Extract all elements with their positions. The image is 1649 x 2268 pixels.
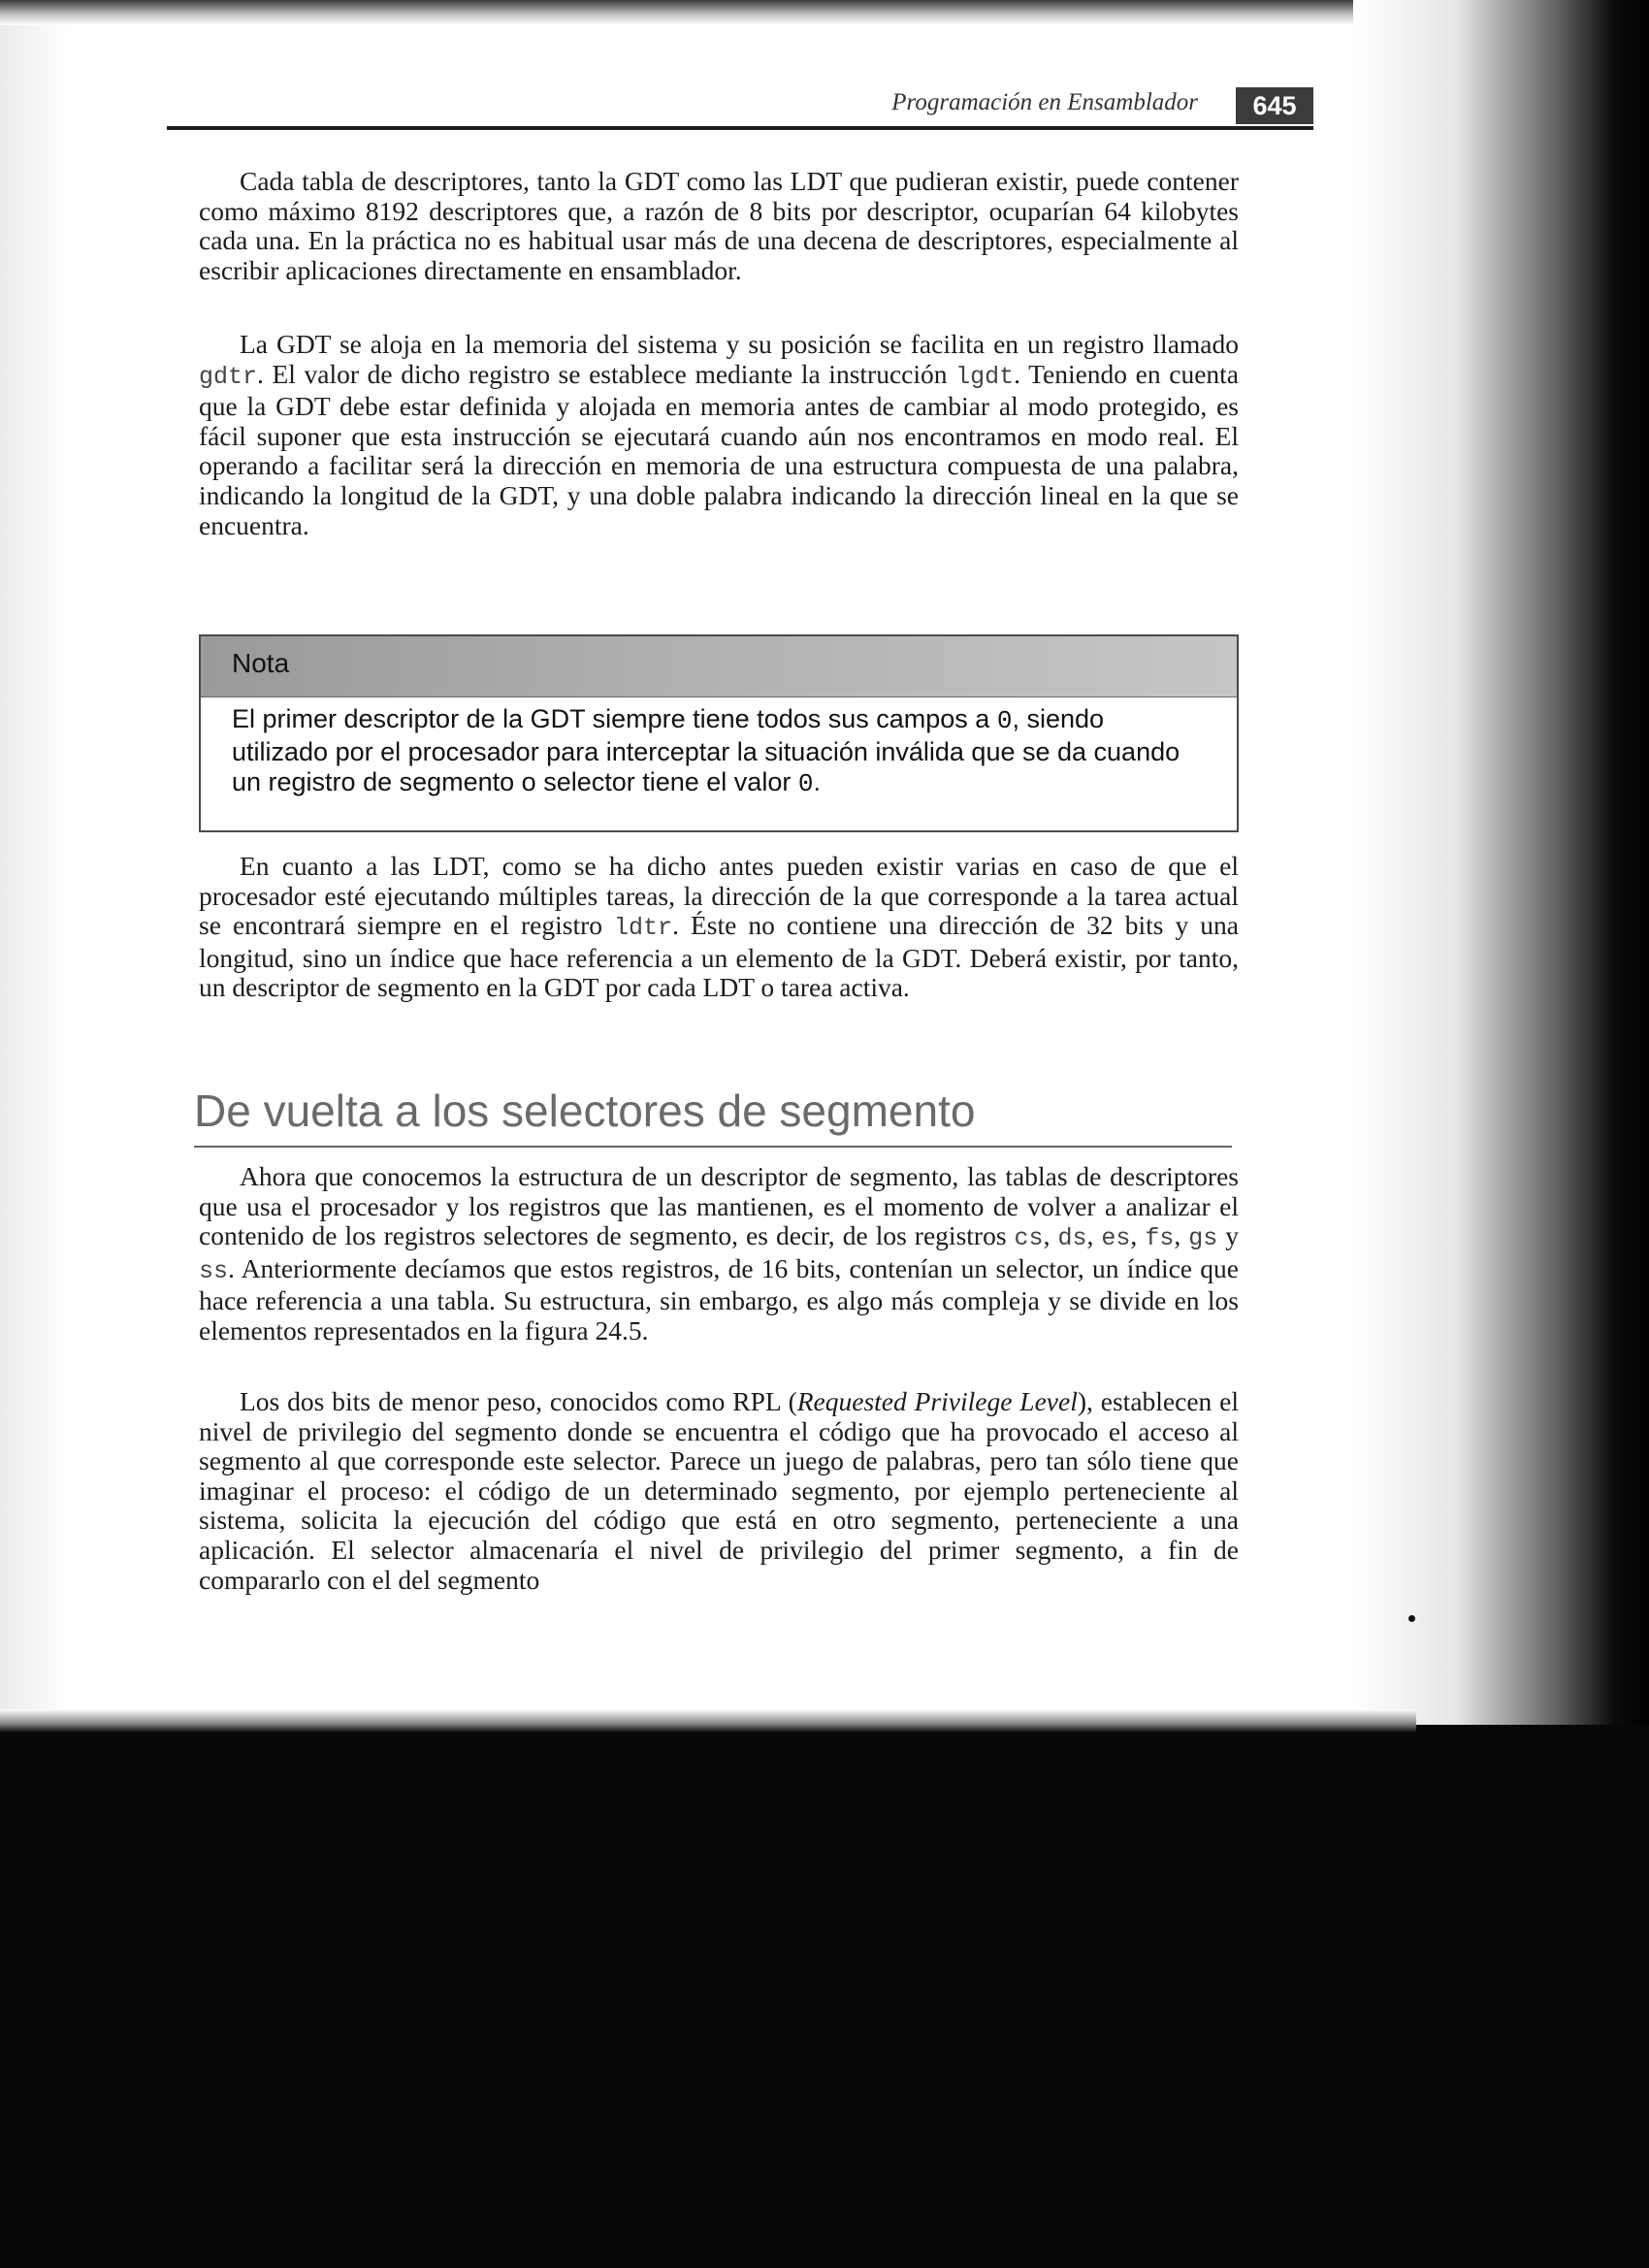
note-box: [199, 634, 1239, 832]
code-es: es: [1101, 1224, 1131, 1253]
code-gdtr: gdtr: [199, 362, 258, 391]
text-segment: . El valor de dicho registro se establece mediante la instrucción: [257, 358, 956, 389]
code-gs: gs: [1188, 1224, 1218, 1253]
scan-left-edge: [0, 0, 68, 1736]
text-segment: Ahora que conocemos la estructura de un descriptor de segmento, las tablas de descriptores que usa el procesador y los registros que las mantienen, es el momento de volver a analizar el contenido de los registros selectores de segmento, es decir, de los registros: [199, 1161, 1239, 1251]
scan-background: [0, 1725, 1649, 2268]
note-text: [232, 704, 1207, 800]
note-header: [201, 636, 1237, 697]
text-segment: ), establecen el nivel de privilegio del segmento donde se encuentra el código que ha provocado el acceso al segmento al que corresponde este selector. Parece un juego de palabras, pero tan sólo tiene que imaginar el proceso: el código de un determinado segmento, por ejemplo perteneciente al sistema, solicita la ejecución del código que está en otro segmento, perteneciente a una aplicación. El selector almacenaría el nivel de privilegio del primer segmento, a fin de compararlo con el del segmento: [199, 1386, 1240, 1595]
code-zero: 0: [996, 706, 1013, 735]
code-ss: ss: [199, 1256, 229, 1285]
running-head: Programación en Ensamblador: [891, 89, 1198, 115]
text-segment: ,: [1174, 1220, 1189, 1251]
scan-speck: [1408, 1615, 1415, 1622]
code-ldtr: ldtr: [614, 914, 673, 943]
text-segment: . Anteriormente decíamos que estos registros, de 16 bits, contenían un selector, un índice que hace referencia a una tabla. Su estructura, sin embargo, es algo más compleja y se divide en los elementos representados en la figura 24.5.: [199, 1252, 1239, 1345]
text-segment: Los dos bits de menor peso, conocidos como RPL (: [240, 1386, 797, 1416]
text-segment: , siendo utilizado por el procesador para interceptar la situación inválida que se da cuando un registro de segmento o selector tiene el valor: [232, 704, 1180, 796]
text-segment: y: [1217, 1220, 1240, 1251]
text-segment: .: [813, 767, 821, 796]
section-heading: De vuelta a los selectores de segmento: [194, 1085, 976, 1136]
text-segment: La GDT se aloja en la memoria del sistema y su posición se facilita en un registro llamado: [240, 329, 1239, 359]
section-rule: [194, 1146, 1232, 1148]
paragraph-rpl: [199, 1387, 1239, 1595]
text-segment: ,: [1130, 1220, 1146, 1251]
text-segment: El primer descriptor de la GDT siempre tiene todos sus campos a: [232, 704, 997, 733]
paragraph-descriptor-tables: Cada tabla de descriptores, tanto la GDT como las LDT que pudieran existir, puede contener como máximo 8192 descriptores que, a razón de 8 bits por descriptor, ocuparían 64 kilobytes cada una. En la práctica no es habitual usar más de una decena de descriptores, especialmente al escribir aplicaciones directamente en ensamblador.: [199, 166, 1239, 285]
text-segment: En cuanto a las LDT, como se ha dicho antes pueden existir varias en caso de que el procesador esté ejecutando múltiples tareas, la dirección de la que corresponde a la tarea actual se encontrará siempre en el registro: [199, 851, 1239, 941]
header-rule: [167, 126, 1313, 130]
text-segment: . Teniendo en cuenta que la GDT debe estar definida y alojada en memoria antes de cambiar al modo protegido, es fácil suponer que esta instrucción se ejecutará cuando aún nos encontramos en modo real. El operando a facilitar será la dirección en memoria de una estructura compuesta de una palabra, indicando la longitud de la GDT, y una doble palabra indicando la dirección lineal en la que se encuentra.: [199, 358, 1239, 540]
paragraph-segment-selectors: [199, 1162, 1239, 1346]
scan-right-edge: [1353, 0, 1649, 1736]
term-rpl: Requested Privilege Level: [796, 1386, 1078, 1416]
code-lgdt: lgdt: [955, 362, 1015, 391]
paragraph-gdt-location: [199, 330, 1239, 540]
text-segment: ,: [1043, 1220, 1058, 1251]
code-zero: 0: [797, 769, 814, 798]
code-ds: ds: [1057, 1224, 1087, 1253]
page-number: 645: [1236, 87, 1313, 124]
paragraph-ldt: [199, 852, 1239, 1003]
code-cs: cs: [1014, 1224, 1044, 1253]
code-fs: fs: [1145, 1224, 1175, 1253]
note-title: Nota: [232, 648, 290, 678]
text-segment: . Éste no contiene una dirección de 32 bits y una longitud, sino un índice que hace referencia a un elemento de la GDT. Deberá existir, por tanto, un descriptor de segmento en la GDT por cada LDT o tarea activa.: [199, 910, 1239, 1003]
scan-top-edge: [0, 0, 1416, 25]
text-segment: ,: [1086, 1220, 1102, 1251]
